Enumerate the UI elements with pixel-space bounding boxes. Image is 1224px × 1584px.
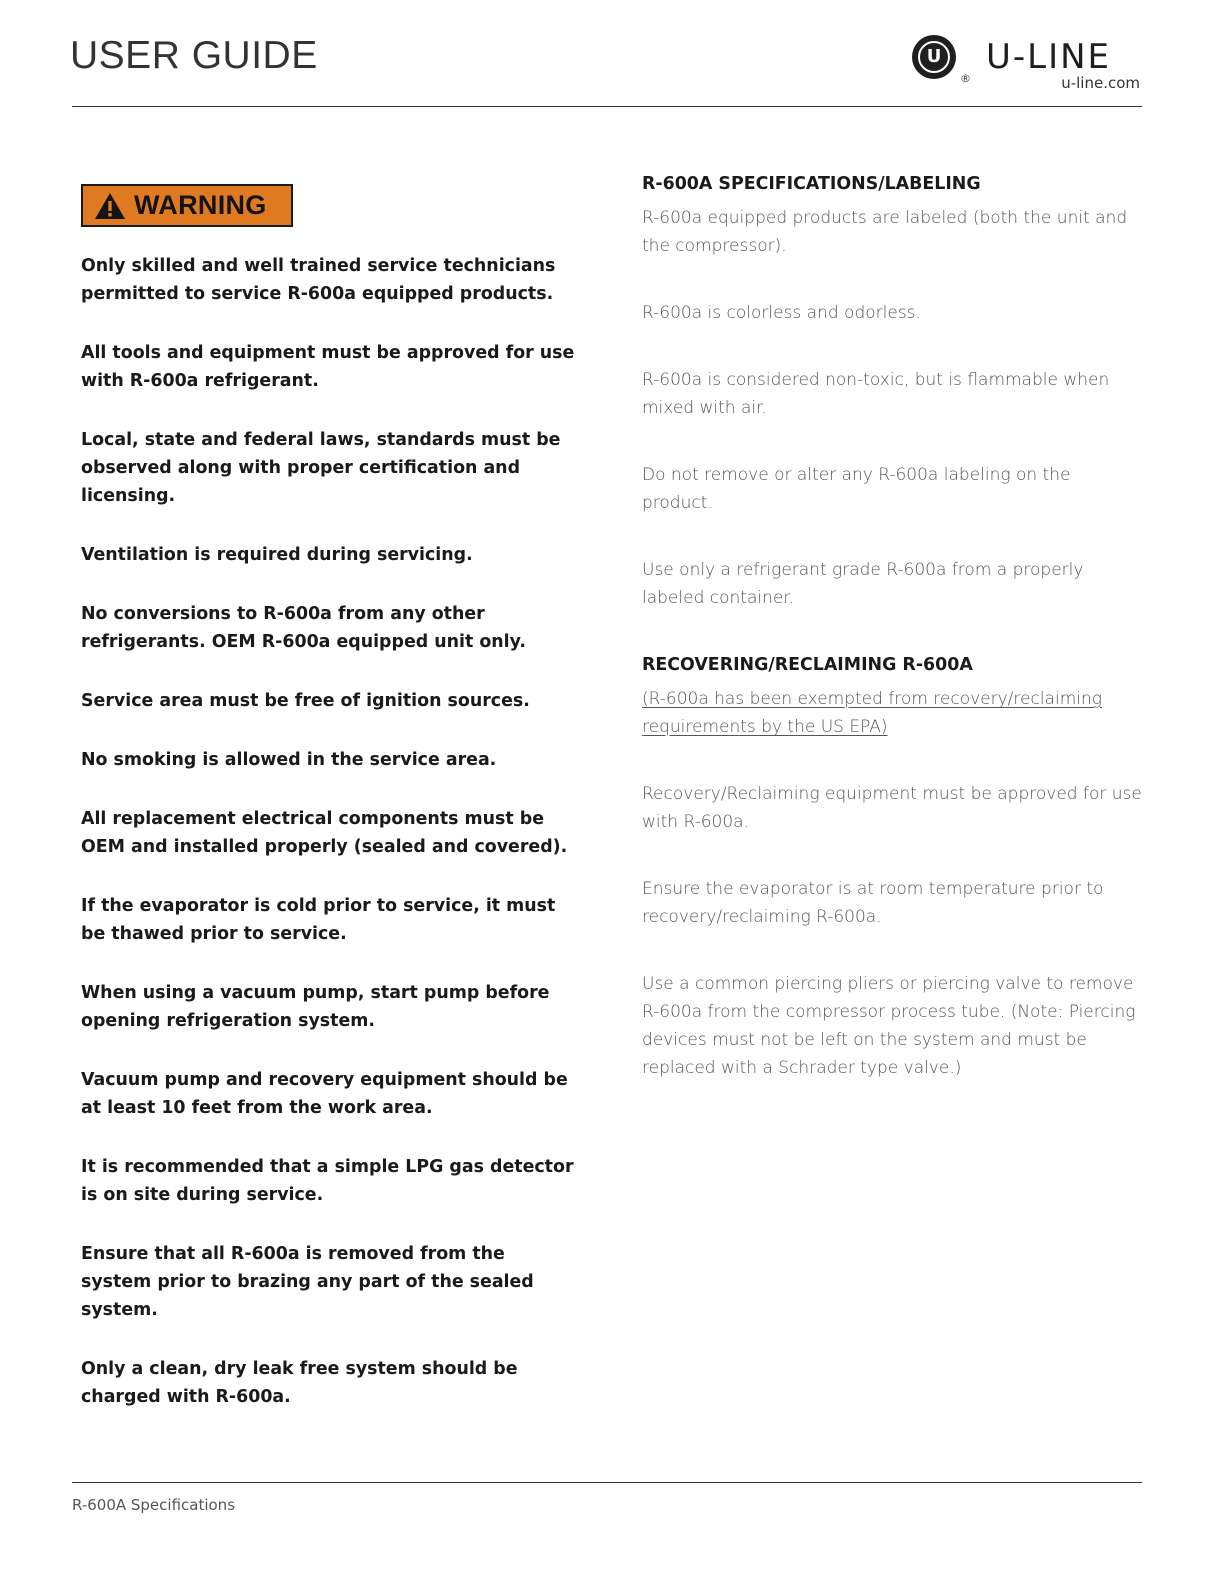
warning-label: WARNING: [134, 190, 267, 220]
warning-item: No smoking is allowed in the service area.: [81, 750, 497, 770]
brand-name: U-LINE: [986, 37, 1112, 77]
spec-item: Use only a refrigerant grade R-600a from a properly labeled container.: [642, 560, 1084, 608]
specs-heading: R-600A SPECIFICATIONS/LABELING: [642, 174, 981, 194]
spec-item: R-600a is considered non-toxic, but is flammable when mixed with air.: [642, 370, 1110, 418]
warning-item: If the evaporator is cold prior to service, it must be thawed prior to service.: [81, 896, 556, 944]
header-divider: [72, 106, 1142, 107]
page-title: USER GUIDE: [70, 34, 318, 77]
warning-item: Ventilation is required during servicing.: [81, 545, 473, 565]
warning-item: Ensure that all R-600a is removed from the system prior to brazing any part of the sealed system.: [81, 1244, 534, 1320]
warning-item: Only skilled and well trained service technicians permitted to service R-600a equipped products.: [81, 256, 556, 304]
warning-item: No conversions to R-600a from any other refrigerants. OEM R-600a equipped unit only.: [81, 604, 526, 652]
recovering-item: Recovery/Reclaiming equipment must be approved for use with R-600a.: [642, 784, 1142, 832]
recovering-heading: RECOVERING/RECLAIMING R-600A: [642, 655, 973, 675]
warning-item: Only a clean, dry leak free system should be charged with R-600a.: [81, 1359, 518, 1407]
warning-item: Local, state and federal laws, standards must be observed along with proper certification and licensing.: [81, 430, 561, 506]
warning-item: It is recommended that a simple LPG gas detector is on site during service.: [81, 1157, 574, 1205]
warning-item: All tools and equipment must be approved for use with R-600a refrigerant.: [81, 343, 575, 391]
footer-divider: [72, 1482, 1142, 1483]
u-line-logo: [912, 34, 1144, 92]
epa-exemption-note: (R-600a has been exempted from recovery/reclaiming requirements by the US EPA): [642, 689, 1102, 737]
spec-item: Do not remove or alter any R-600a labeling on the product.: [642, 465, 1071, 513]
registered-mark: ®: [960, 72, 971, 85]
footer-section-title: R-600A Specifications: [72, 1496, 236, 1514]
warning-list: [81, 252, 581, 1442]
warning-item: When using a vacuum pump, start pump before opening refrigeration system.: [81, 983, 550, 1031]
spec-item: R-600a equipped products are labeled (both the unit and the compressor).: [642, 208, 1128, 256]
warning-item: All replacement electrical components must be OEM and installed properly (sealed and covered).: [81, 809, 568, 857]
recovering-item: Use a common piercing pliers or piercing valve to remove R-600a from the compressor process tube. (Note: Piercing devices must not be left on the system and must be replaced with a Schrader type valve.): [642, 974, 1136, 1078]
specifications-column: [642, 170, 1142, 1121]
spec-item: R-600a is colorless and odorless.: [642, 303, 921, 323]
u-line-logo-icon: U: [912, 35, 956, 79]
warning-item: Service area must be free of ignition sources.: [81, 691, 530, 711]
recovering-item: Ensure the evaporator is at room temperature prior to recovery/reclaiming R-600a.: [642, 879, 1104, 927]
brand-url: u-line.com: [1061, 74, 1140, 92]
warning-triangle-icon: [94, 192, 126, 220]
warning-badge: [81, 184, 293, 227]
warning-item: Vacuum pump and recovery equipment should be at least 10 feet from the work area.: [81, 1070, 568, 1118]
